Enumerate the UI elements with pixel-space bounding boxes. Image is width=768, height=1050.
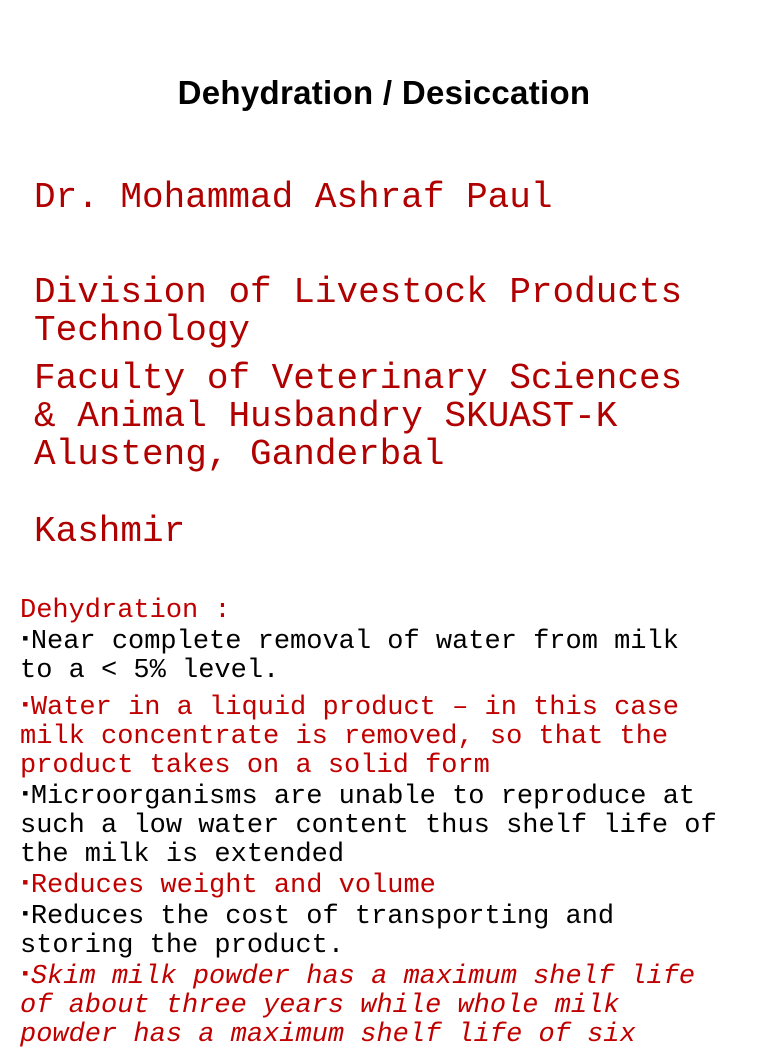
faculty-line-3: Alusteng, Ganderbal	[34, 434, 445, 475]
bullet-item-continuation	[20, 812, 760, 841]
bullet-item	[20, 870, 760, 901]
bullet-text: storing the product.	[20, 931, 345, 961]
bullet-item	[20, 692, 760, 723]
affiliation-division	[34, 274, 734, 350]
division-line-2: Technology	[34, 310, 251, 351]
division-word: Division	[34, 272, 207, 313]
bullet-item-continuation	[20, 992, 760, 1021]
square-bullet-icon: ▪	[20, 785, 31, 805]
region-label: Kashmir	[34, 511, 186, 552]
faculty-word: Animal	[77, 396, 207, 437]
content-heading: Dehydration :	[20, 596, 231, 626]
bullet-item	[20, 961, 760, 992]
faculty-line-1	[34, 360, 734, 398]
division-line-1	[34, 274, 734, 312]
faculty-word: Husbandry	[228, 396, 423, 437]
division-word: Livestock	[293, 272, 488, 313]
faculty-line-2	[34, 398, 734, 436]
faculty-word: of	[206, 358, 251, 399]
content-block	[20, 597, 760, 1050]
bullet-item	[20, 626, 760, 657]
faculty-word: Veterinary	[271, 358, 488, 399]
bullet-text: Reduces weight and volume	[30, 871, 436, 901]
bullet-text: product takes on a solid form	[20, 751, 490, 781]
bullet-text: Water in a liquid product – in this case	[30, 693, 679, 723]
bullet-text: milk concentrate is removed, so that the	[20, 722, 669, 752]
square-bullet-icon: ▪	[20, 874, 31, 894]
faculty-word: Faculty	[34, 358, 186, 399]
author-name: Dr. Mohammad Ashraf Paul	[34, 177, 553, 218]
bullet-text: the milk is extended	[20, 840, 345, 870]
square-bullet-icon: ▪	[20, 696, 31, 716]
bullet-item-continuation	[20, 723, 760, 752]
square-bullet-icon: ▪	[20, 965, 31, 985]
bullet-text: of about three years while whole milk	[20, 991, 620, 1021]
square-bullet-icon: ▪	[20, 630, 31, 650]
square-bullet-icon: ▪	[20, 905, 31, 925]
bullet-item-continuation	[20, 932, 760, 961]
bullet-item-continuation	[20, 657, 760, 686]
bullet-item	[20, 781, 760, 812]
slide-title: Dehydration / Desiccation	[177, 74, 591, 111]
bullet-item-continuation	[20, 841, 760, 870]
faculty-word: SKUAST-K	[444, 396, 618, 437]
division-word: Products	[509, 272, 683, 313]
bullet-text: Reduces the cost of transporting and	[30, 902, 615, 932]
bullet-text: Microorganisms are unable to reproduce at	[30, 782, 696, 812]
bullet-text: to a < 5% level.	[20, 656, 280, 686]
bullet-text: such a low water content thus shelf life of	[20, 811, 717, 841]
faculty-word: Sciences	[509, 358, 683, 399]
division-word: of	[228, 272, 272, 313]
bullet-item	[20, 901, 760, 932]
affiliation-faculty	[34, 360, 734, 474]
bullet-text: Skim milk powder has a maximum shelf life	[30, 962, 696, 992]
faculty-word: &	[34, 396, 56, 437]
bullet-item-continuation	[20, 752, 760, 781]
bullet-item-continuation	[20, 1021, 760, 1050]
bullet-text: Near complete removal of water from milk	[30, 627, 679, 657]
bullet-text: powder has a maximum shelf life of six	[20, 1020, 636, 1050]
